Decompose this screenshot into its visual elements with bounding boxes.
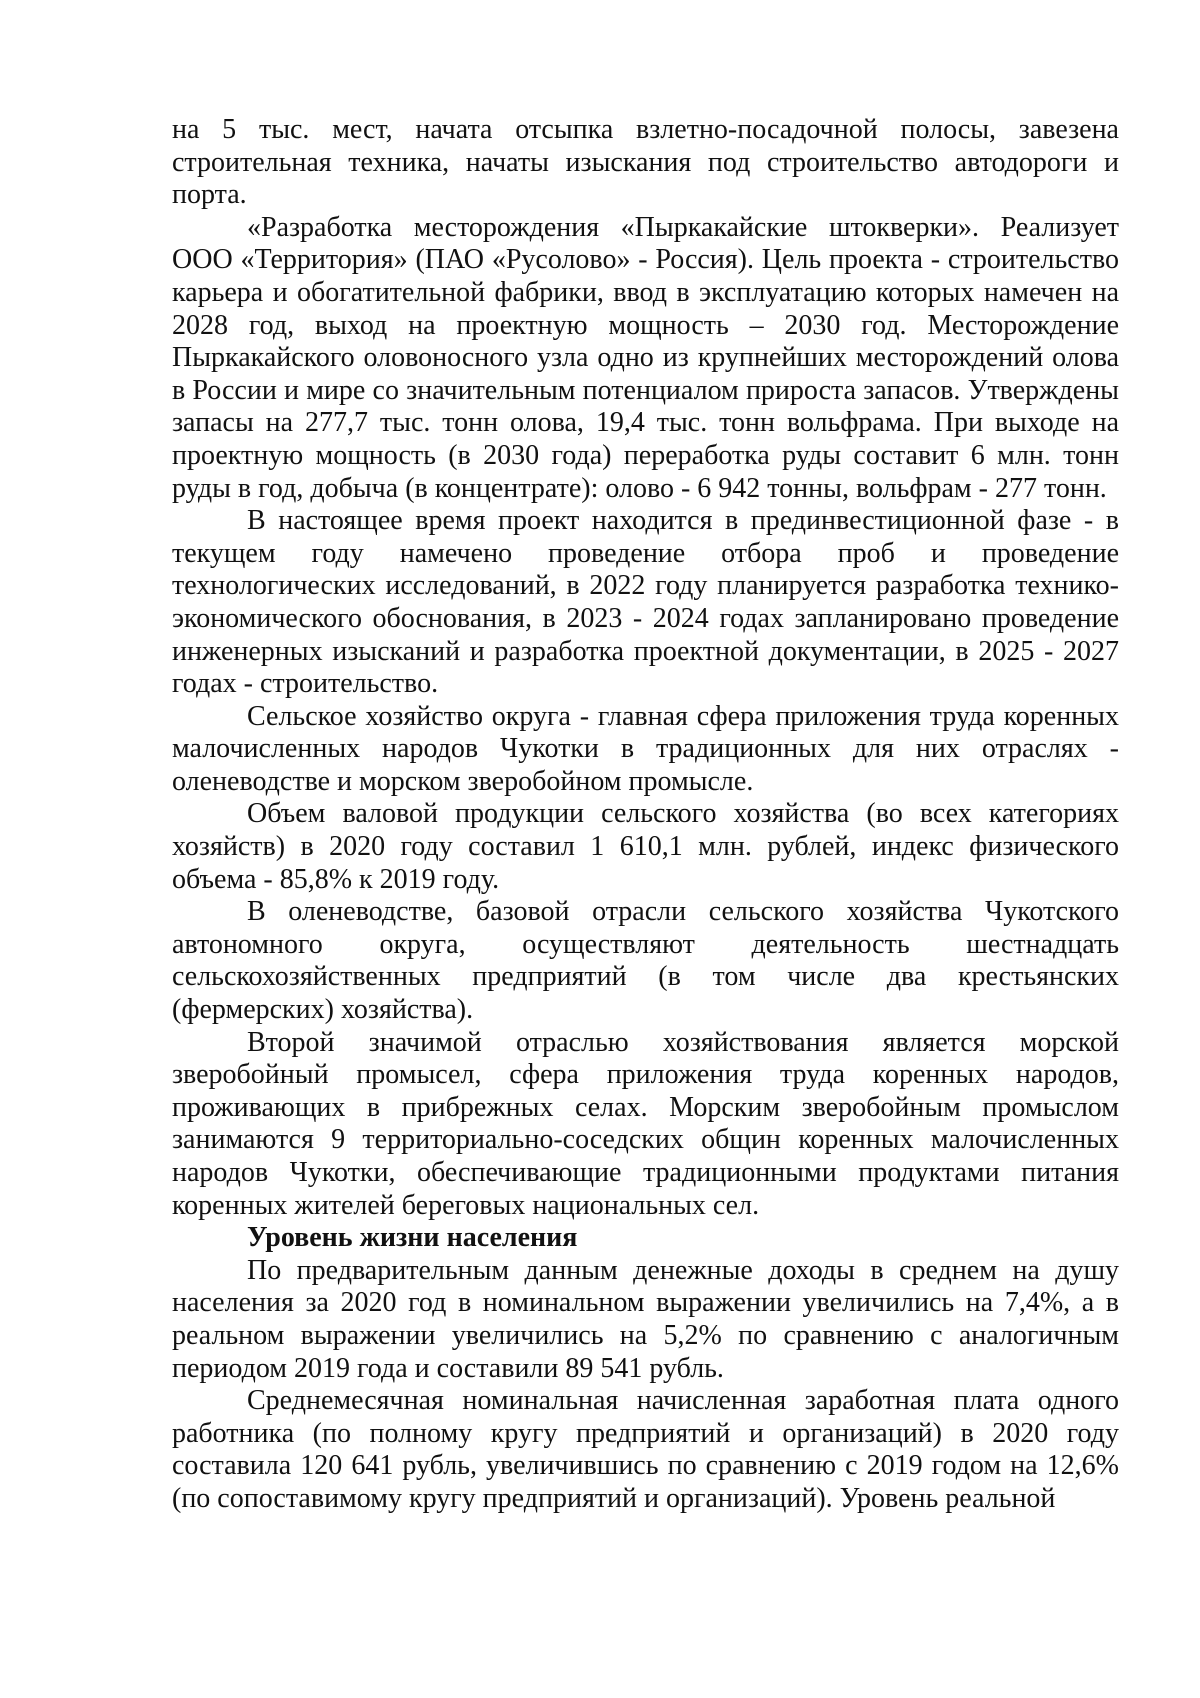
paragraph-pyrkakay-project: «Разработка месторождения «Пыркакайские штокверки». Реализует ООО «Территория» (ПАО «Русолово» - Россия). Цель проекта - строительство карьера и обогатительной фабрики, ввод в эксплуатацию которых намечен на 2028 год, выход на проектную мощность – 2030 год. Месторождение Пыркакайского оловоносного узла одно из крупнейших месторождений олова в России и мире со значительным потенциалом прироста запасов. Утверждены запасы на 277,7 тыс. тонн олова, 19,4 тыс. тонн вольфрама. При выходе на проектную мощность (в 2030 года) переработка руды составит 6 млн. тонн руды в год, добыча (в концентрате): олово - 6 942 тонны, вольфрам - 277 тонн. xyxy=(172,211,1119,504)
paragraph-reindeer-herding: В оленеводстве, базовой отрасли сельского хозяйства Чукотского автономного округа, осуществляют деятельность шестнадцать сельскохозяйственных предприятий (в том числе два крестьянских (фермерских) хозяйства). xyxy=(172,896,1119,1026)
paragraph-continued: на 5 тыс. мест, начата отсыпка взлетно-посадочной полосы, завезена строительная техника, начаты изыскания под строительство автодороги и порта. xyxy=(172,114,1119,211)
paragraph-agriculture: Сельское хозяйство округа - главная сфера приложения труда коренных малочисленных народов Чукотки в традиционных для них отраслях - оленеводстве и морском зверобойном промысле. xyxy=(172,700,1119,797)
document-page xyxy=(172,114,1119,1516)
paragraph-income: По предварительным данным денежные доходы в среднем на душу населения за 2020 год в номинальном выражении увеличились на 7,4%, а в реальном выражении увеличились на 5,2% по сравнению с аналогичным периодом 2019 года и составили 89 541 рубль. xyxy=(172,1254,1119,1384)
paragraph-project-phase: В настоящее время проект находится в прединвестиционной фазе - в текущем году намечено проведение отбора проб и проведение технологических исследований, в 2022 году планируется разработка технико-экономического обоснования, в 2023 - 2024 годах запланировано проведение инженерных изысканий и разработка проектной документации, в 2025 - 2027 годах - строительство. xyxy=(172,505,1119,700)
paragraph-salary: Среднемесячная номинальная начисленная заработная плата одного работника (по полному кругу предприятий и организаций) в 2020 году составила 120 641 рубль, увеличившись по сравнению с 2019 годом на 12,6% (по сопоставимому кругу предприятий и организаций). Уровень реальной xyxy=(172,1385,1119,1514)
paragraph-marine-hunting: Второй значимой отраслью хозяйствования является морской зверобойный промысел, сфера приложения труда коренных народов, проживающих в прибрежных селах. Морским зверобойным промыслом занимаются 9 территориально-соседских общин коренных малочисленных народов Чукотки, обеспечивающие традиционными продуктами питания коренных жителей береговых национальных сел. xyxy=(172,1026,1119,1221)
paragraph-agri-output: Объем валовой продукции сельского хозяйства (во всех категориях хозяйств) в 2020 году составил 1 610,1 млн. рублей, индекс физического объема - 85,8% к 2019 году. xyxy=(172,798,1119,895)
section-heading: Уровень жизни населения xyxy=(247,1222,578,1254)
